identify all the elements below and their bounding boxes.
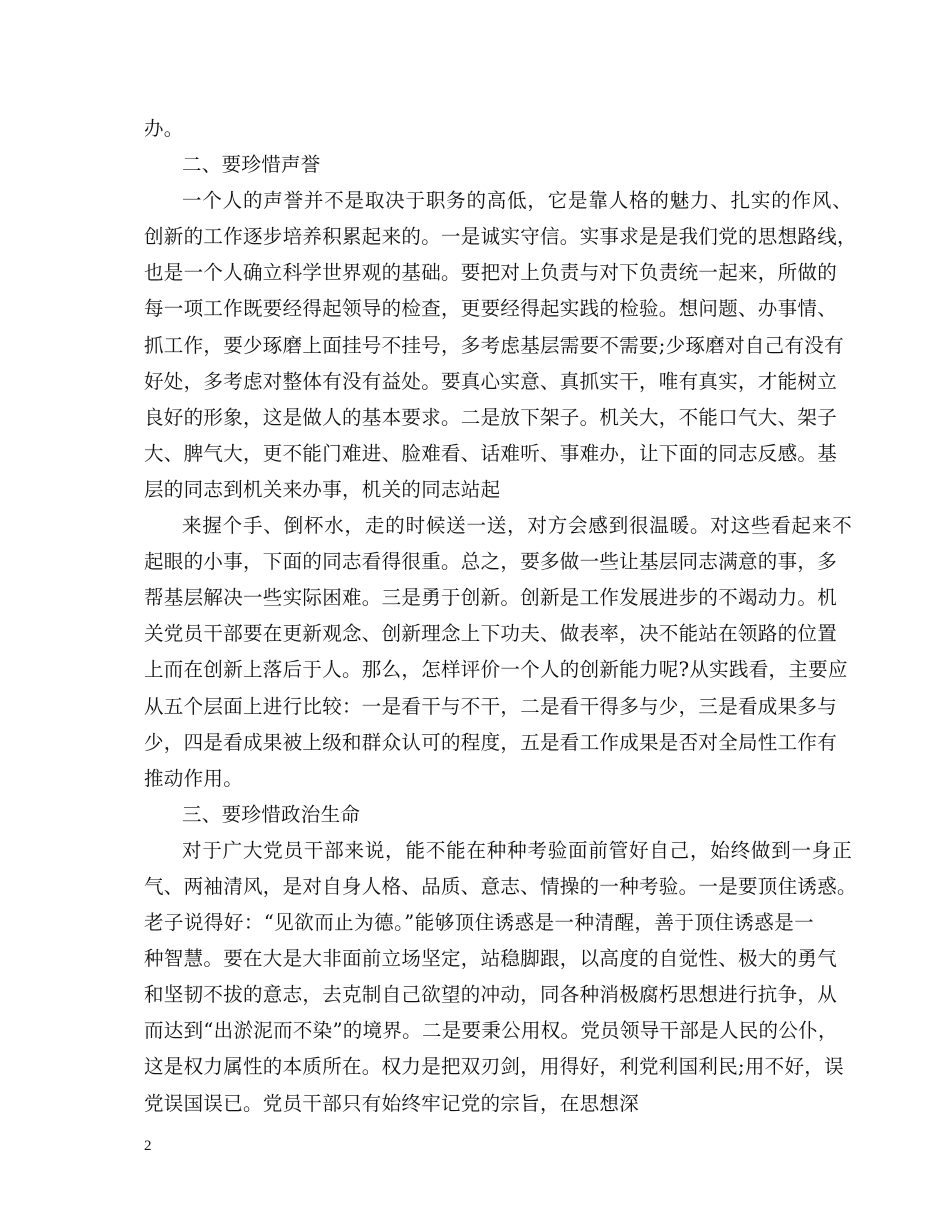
- text-line: 帮基层解决一些实际困难。三是勇于创新。创新是工作发展进步的不竭动力。机: [144, 586, 838, 610]
- text-line: 一个人的声誉并不是取决于职务的高低，它是靠人格的魅力、扎实的作风、: [182, 189, 852, 213]
- text-line: 大、脾气大，更不能门难进、脸难看、话难听、事难办，让下面的同志反感。基: [144, 441, 838, 465]
- text-line: 少，四是看成果被上级和群众认可的程度，五是看工作成果是否对全局性工作有: [144, 730, 838, 754]
- text-line: 老子说得好：“见欲而止为德。”能够顶住诱惑是一种清醒，善于顶住诱惑是一: [144, 911, 814, 935]
- text-line: 也是一个人确立科学世界观的基础。要把对上负责与对下负责统一起来，所做的: [144, 261, 838, 285]
- text-line: 起眼的小事，下面的同志看得很重。总之，要多做一些让基层同志满意的事，多: [144, 550, 838, 574]
- text-line: 层的同志到机关来办事，机关的同志站起: [144, 477, 501, 501]
- text-line: 气、两袖清风，是对自身人格、品质、意志、情操的一种考验。一是要顶住诱惑。: [144, 874, 857, 898]
- text-line: 来握个手、倒杯水，走的时候送一送，对方会感到很温暖。对这些看起来不: [182, 514, 852, 538]
- text-line: 好处，多考虑对整体有没有益处。要真心实意、真抓实干，唯有真实，才能树立: [144, 369, 838, 393]
- text-line: 和坚韧不拔的意志，去克制自己欲望的冲动，同各种消极腐朽思想进行抗争，从: [144, 983, 838, 1007]
- page-number: 2: [144, 1138, 152, 1154]
- text-line: 抓工作，要少琢磨上面挂号不挂号，多考虑基层需要不需要;少琢磨对自己有没有: [144, 333, 844, 357]
- text-line: 从五个层面上进行比较：一是看干与不干，二是看干得多与少，三是看成果多与: [144, 694, 838, 718]
- text-line: 良好的形象，这是做人的基本要求。二是放下架子。机关大，不能口气大、架子: [144, 405, 838, 429]
- section-heading: 二、要珍惜声誉: [182, 153, 321, 177]
- document-body: [144, 111, 857, 1122]
- text-line: 党误国误已。党员干部只有始终牢记党的宗旨，在思想深: [144, 1091, 640, 1115]
- text-line: 上而在创新上落后于人。那么，怎样评价一个人的创新能力呢?从实践看，主要应: [144, 658, 848, 682]
- text-line: 推动作用。: [144, 766, 244, 790]
- text-line: 办。: [144, 117, 184, 140]
- text-line: 而达到“出淤泥而不染”的境界。二是要秉公用权。党员领导干部是人民的公仆，: [144, 1019, 838, 1043]
- text-line: 每一项工作既要经得起领导的检查，更要经得起实践的检验。想问题、办事情、: [144, 297, 838, 321]
- text-line: 种智慧。要在大是大非面前立场坚定，站稳脚跟，以高度的自觉性、极大的勇气: [144, 947, 838, 971]
- section-heading: 三、要珍惜政治生命: [182, 802, 361, 826]
- text-line: 对于广大党员干部来说，能不能在种种考验面前管好自己，始终做到一身正: [182, 838, 852, 862]
- text-line: 这是权力属性的本质所在。权力是把双刃剑，用得好，利党利国利民;用不好，误: [144, 1055, 844, 1079]
- text-line: 关党员干部要在更新观念、创新理念上下功夫、做表率，决不能站在领路的位置: [144, 622, 838, 646]
- text-line: 创新的工作逐步培养积累起来的。一是诚实守信。实事求是是我们党的思想路线，: [144, 225, 857, 249]
